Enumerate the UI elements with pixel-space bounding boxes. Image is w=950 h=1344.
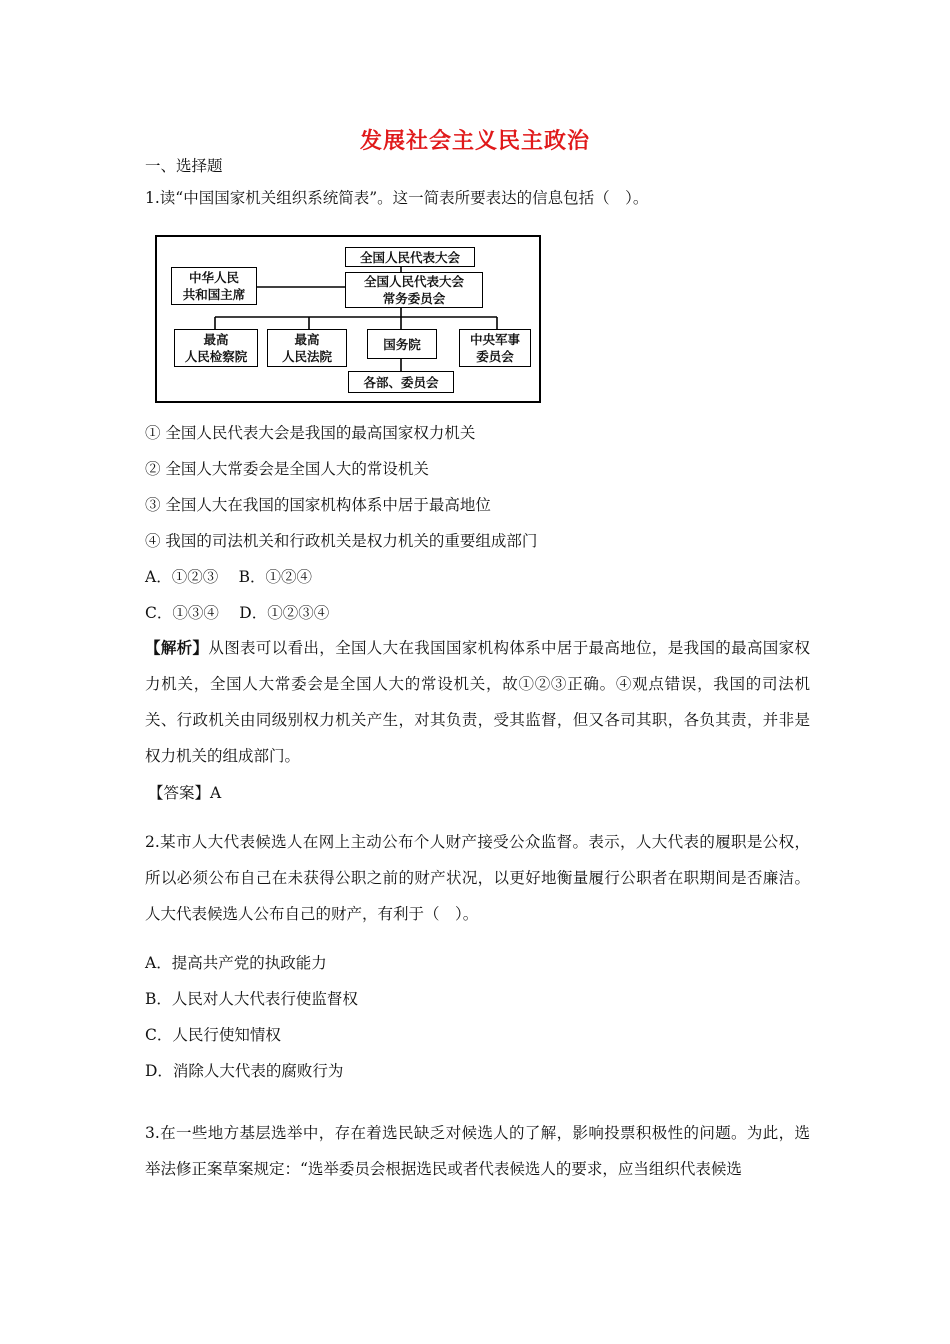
statement-4: ④ 我国的司法机关和行政机关是权力机关的重要组成部门 <box>145 532 538 550</box>
question-3-stem: 3.在一些地方基层选举中，存在着选民缺乏对候选人的了解，影响投票积极性的问题。为此，选举法修正案草案规定：“选举委员会根据选民或者代表候选人的要求，应当组织代表候选 <box>145 1124 810 1178</box>
q2-option-a: A．提高共产党的执政能力 <box>145 954 327 972</box>
statement-1: ① 全国人民代表大会是我国的最高国家权力机关 <box>145 424 476 442</box>
page-title: 发展社会主义民主政治 <box>359 129 590 154</box>
q2-option-c: C．人民行使知情权 <box>145 1026 281 1044</box>
chart-box-cmc: 中央军事 委员会 <box>459 329 531 367</box>
chart-box-supreme-court: 最高 人民法院 <box>267 329 347 367</box>
question-2-stem: 2.某市人大代表候选人在网上主动公布个人财产接受公众监督。表示，人大代表的履职是公权，所以必须公布自己在未获得公职之前的财产状况，以更好地衡量履行公职者在职期间是否廉洁。人大代表候选人公布自己的财产，有利于（ ）。 <box>145 833 810 923</box>
q1-options-cd: C．①③④ D．①②③④ <box>145 604 330 622</box>
q2-option-b: B．人民对人大代表行使监督权 <box>145 990 358 1008</box>
q1-options-ab: A．①②③ B．①②④ <box>145 568 313 586</box>
section-heading: 一、选择题 <box>145 157 223 175</box>
chart-box-standing-committee: 全国人民代表大会 常务委员会 <box>345 272 483 308</box>
q2-option-d: D．消除人大代表的腐败行为 <box>145 1062 344 1080</box>
chart-box-npc: 全国人民代表大会 <box>345 247 475 267</box>
chart-box-procuratorate: 最高 人民检察院 <box>174 329 258 367</box>
chart-box-ministries: 各部、委员会 <box>348 371 454 393</box>
statement-3: ③ 全国人大在我国的国家机构体系中居于最高地位 <box>145 496 491 514</box>
question-1-stem: 1.读“中国国家机关组织系统简表”。这一简表所要表达的信息包括（ ）。 <box>145 189 649 207</box>
chart-box-president: 中华人民 共和国主席 <box>171 267 257 305</box>
q1-answer: 【答案】A <box>148 784 222 802</box>
chart-box-state-council: 国务院 <box>367 329 437 359</box>
org-chart <box>155 235 541 403</box>
statement-2: ② 全国人大常委会是全国人大的常设机关 <box>145 460 429 478</box>
q1-analysis: 【解析】从图表可以看出，全国人大在我国国家机构体系中居于最高地位，是我国的最高国家权力机关，全国人大常委会是全国人大的常设机关，故①②③正确。④观点错误，我国的司法机关、行政机关由同级别权力机关产生，对其负责，受其监督，但又各司其职，各负其责，并非是权力机关的组成部门。 <box>145 638 810 765</box>
